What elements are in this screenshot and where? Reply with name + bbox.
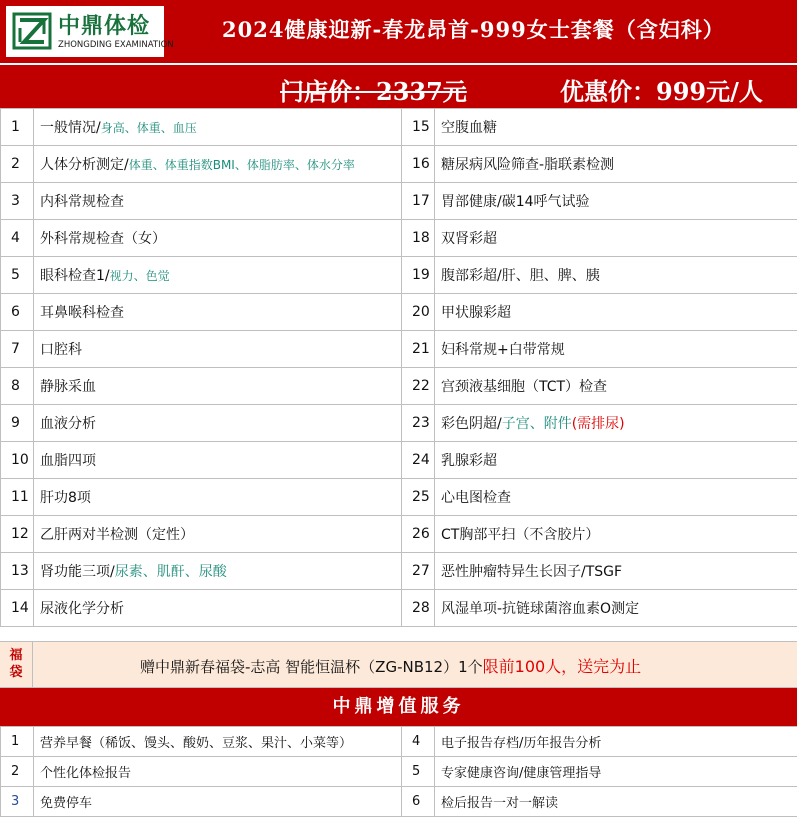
item-number: 13 <box>1 553 34 590</box>
gift-tag-bottom: 袋 <box>0 664 32 681</box>
table-row <box>1 442 797 479</box>
item-number: 21 <box>402 331 435 368</box>
item-cell <box>34 553 402 590</box>
item-cell <box>34 757 402 787</box>
item-cell <box>435 109 797 146</box>
item-name: 耳鼻喉科检查 <box>40 305 124 321</box>
item-name: 糖尿病风险筛查-脂联素检测 <box>441 157 614 173</box>
item-name: 肝功8项 <box>40 490 91 506</box>
item-cell <box>34 727 402 757</box>
item-note: 体重、体重指数BMI、体脂肪率、体水分率 <box>129 158 355 172</box>
item-number: 6 <box>1 294 34 331</box>
logo-name-cn: 中鼎体检 <box>58 9 150 40</box>
item-number: 12 <box>1 516 34 553</box>
item-cell <box>34 368 402 405</box>
item-number: 5 <box>1 257 34 294</box>
item-name: 血脂四项 <box>40 453 96 469</box>
item-cell <box>34 220 402 257</box>
item-cell <box>435 331 797 368</box>
item-name: 外科常规检查（女） <box>40 231 166 247</box>
item-number: 7 <box>1 331 34 368</box>
table-row <box>1 727 797 757</box>
table-row <box>1 109 797 146</box>
item-extra: (需排尿) <box>572 416 625 432</box>
gift-limit: 限前100人，送完为止 <box>483 657 642 676</box>
table-row <box>1 257 797 294</box>
item-name: 静脉采血 <box>40 379 96 395</box>
item-name: 空腹血糖 <box>441 120 497 136</box>
item-number: 18 <box>402 220 435 257</box>
item-name: 尿液化学分析 <box>40 601 124 617</box>
item-cell <box>435 405 797 442</box>
item-name: 风湿单项-抗链球菌溶血素O测定 <box>441 601 639 617</box>
item-number: 27 <box>402 553 435 590</box>
item-number: 11 <box>1 479 34 516</box>
item-cell <box>435 146 797 183</box>
items-table <box>0 108 797 627</box>
item-number: 9 <box>1 405 34 442</box>
item-name: 营养早餐（稀饭、馒头、酸奶、豆浆、果汁、小菜等） <box>40 736 352 751</box>
table-row <box>1 368 797 405</box>
item-cell <box>435 590 797 627</box>
zhongding-logo-icon <box>12 11 52 51</box>
item-cell <box>34 146 402 183</box>
item-cell <box>34 294 402 331</box>
item-number: 19 <box>402 257 435 294</box>
store-price: 门店价：2337元 <box>280 72 467 107</box>
item-cell <box>435 516 797 553</box>
table-row <box>1 479 797 516</box>
item-name: 口腔科 <box>40 342 82 358</box>
item-note: 视力、色觉 <box>110 269 170 283</box>
item-name: 肾功能三项/ <box>40 564 115 580</box>
item-cell <box>34 405 402 442</box>
item-name: 内科常规检查 <box>40 194 124 210</box>
item-name: 乙肝两对半检测（定性） <box>40 527 194 543</box>
item-name: 彩色阴超/ <box>441 416 502 432</box>
item-number: 15 <box>402 109 435 146</box>
item-number: 4 <box>1 220 34 257</box>
table-row <box>1 183 797 220</box>
price-bar <box>0 63 797 108</box>
item-cell <box>34 257 402 294</box>
item-name: 乳腺彩超 <box>441 453 497 469</box>
item-number: 10 <box>1 442 34 479</box>
services-table <box>0 726 797 817</box>
item-cell <box>435 294 797 331</box>
deal-price: 优惠价：999元/人 <box>560 72 763 107</box>
item-cell <box>34 590 402 627</box>
item-name: 检后报告一对一解读 <box>441 796 558 811</box>
item-cell <box>435 257 797 294</box>
item-name: 恶性肿瘤特异生长因子/TSGF <box>441 564 622 580</box>
gift-row <box>0 641 797 688</box>
item-cell <box>435 727 797 757</box>
item-name: 宫颈液基细胞（TCT）检查 <box>441 379 607 395</box>
item-number: 17 <box>402 183 435 220</box>
item-number: 2 <box>1 757 34 787</box>
item-number: 2 <box>1 146 34 183</box>
item-name: 眼科检查1/ <box>40 268 110 284</box>
item-cell <box>435 787 797 817</box>
item-note: 身高、体重、血压 <box>101 121 197 135</box>
item-name: 甲状腺彩超 <box>441 305 511 321</box>
item-number: 3 <box>1 183 34 220</box>
item-cell <box>435 183 797 220</box>
item-name: 专家健康咨询/健康管理指导 <box>441 766 601 781</box>
item-cell <box>34 442 402 479</box>
item-cell <box>34 787 402 817</box>
item-name: 一般情况/ <box>40 120 101 136</box>
table-row <box>1 757 797 787</box>
item-name: 妇科常规+白带常规 <box>441 342 565 358</box>
item-cell <box>435 479 797 516</box>
item-name: 心电图检查 <box>441 490 511 506</box>
item-number: 4 <box>402 727 435 757</box>
item-name: 免费停车 <box>40 796 92 811</box>
item-number: 26 <box>402 516 435 553</box>
gift-tag <box>0 642 33 687</box>
logo-name-en: ZHONGDING EXAMINATION <box>58 40 174 50</box>
item-name: 个性化体检报告 <box>40 766 131 781</box>
item-name: 双肾彩超 <box>441 231 497 247</box>
item-name: 人体分析测定/ <box>40 157 129 173</box>
item-name: 腹部彩超/肝、胆、脾、胰 <box>441 268 600 284</box>
item-number: 25 <box>402 479 435 516</box>
item-number: 23 <box>402 405 435 442</box>
item-number: 22 <box>402 368 435 405</box>
table-row <box>1 787 797 817</box>
gift-text <box>140 654 641 677</box>
item-number: 5 <box>402 757 435 787</box>
gift-tag-top: 福 <box>0 647 32 664</box>
table-row <box>1 516 797 553</box>
item-number: 20 <box>402 294 435 331</box>
item-number: 28 <box>402 590 435 627</box>
table-row <box>1 590 797 627</box>
gift-description: 赠中鼎新春福袋-志高 智能恒温杯（ZG-NB12）1个 <box>140 658 483 676</box>
item-number: 3 <box>1 787 34 817</box>
item-note: 子宫、附件 <box>502 416 572 432</box>
table-row <box>1 294 797 331</box>
item-note: 尿素、肌酐、尿酸 <box>115 564 227 580</box>
item-cell <box>435 553 797 590</box>
table-row <box>1 146 797 183</box>
item-name: 胃部健康/碳14呼气试验 <box>441 194 590 210</box>
item-number: 24 <box>402 442 435 479</box>
item-name: 血液分析 <box>40 416 96 432</box>
item-cell <box>435 368 797 405</box>
item-name: CT胸部平扫（不含胶片） <box>441 527 599 543</box>
item-cell <box>435 442 797 479</box>
item-cell <box>435 757 797 787</box>
package-title: 2024健康迎新-春龙昂首-999女士套餐（含妇科） <box>222 14 725 44</box>
item-cell <box>34 183 402 220</box>
header-banner <box>0 0 797 63</box>
item-cell <box>34 331 402 368</box>
item-cell <box>34 516 402 553</box>
table-row <box>1 220 797 257</box>
table-row <box>1 331 797 368</box>
item-cell <box>34 109 402 146</box>
item-number: 1 <box>1 109 34 146</box>
item-name: 电子报告存档/历年报告分析 <box>441 736 601 751</box>
table-row <box>1 553 797 590</box>
item-cell <box>34 479 402 516</box>
logo <box>6 6 164 57</box>
item-number: 1 <box>1 727 34 757</box>
item-cell <box>435 220 797 257</box>
item-number: 8 <box>1 368 34 405</box>
table-row <box>1 405 797 442</box>
item-number: 16 <box>402 146 435 183</box>
item-number: 14 <box>1 590 34 627</box>
services-title: 中鼎增值服务 <box>0 688 797 726</box>
item-number: 6 <box>402 787 435 817</box>
